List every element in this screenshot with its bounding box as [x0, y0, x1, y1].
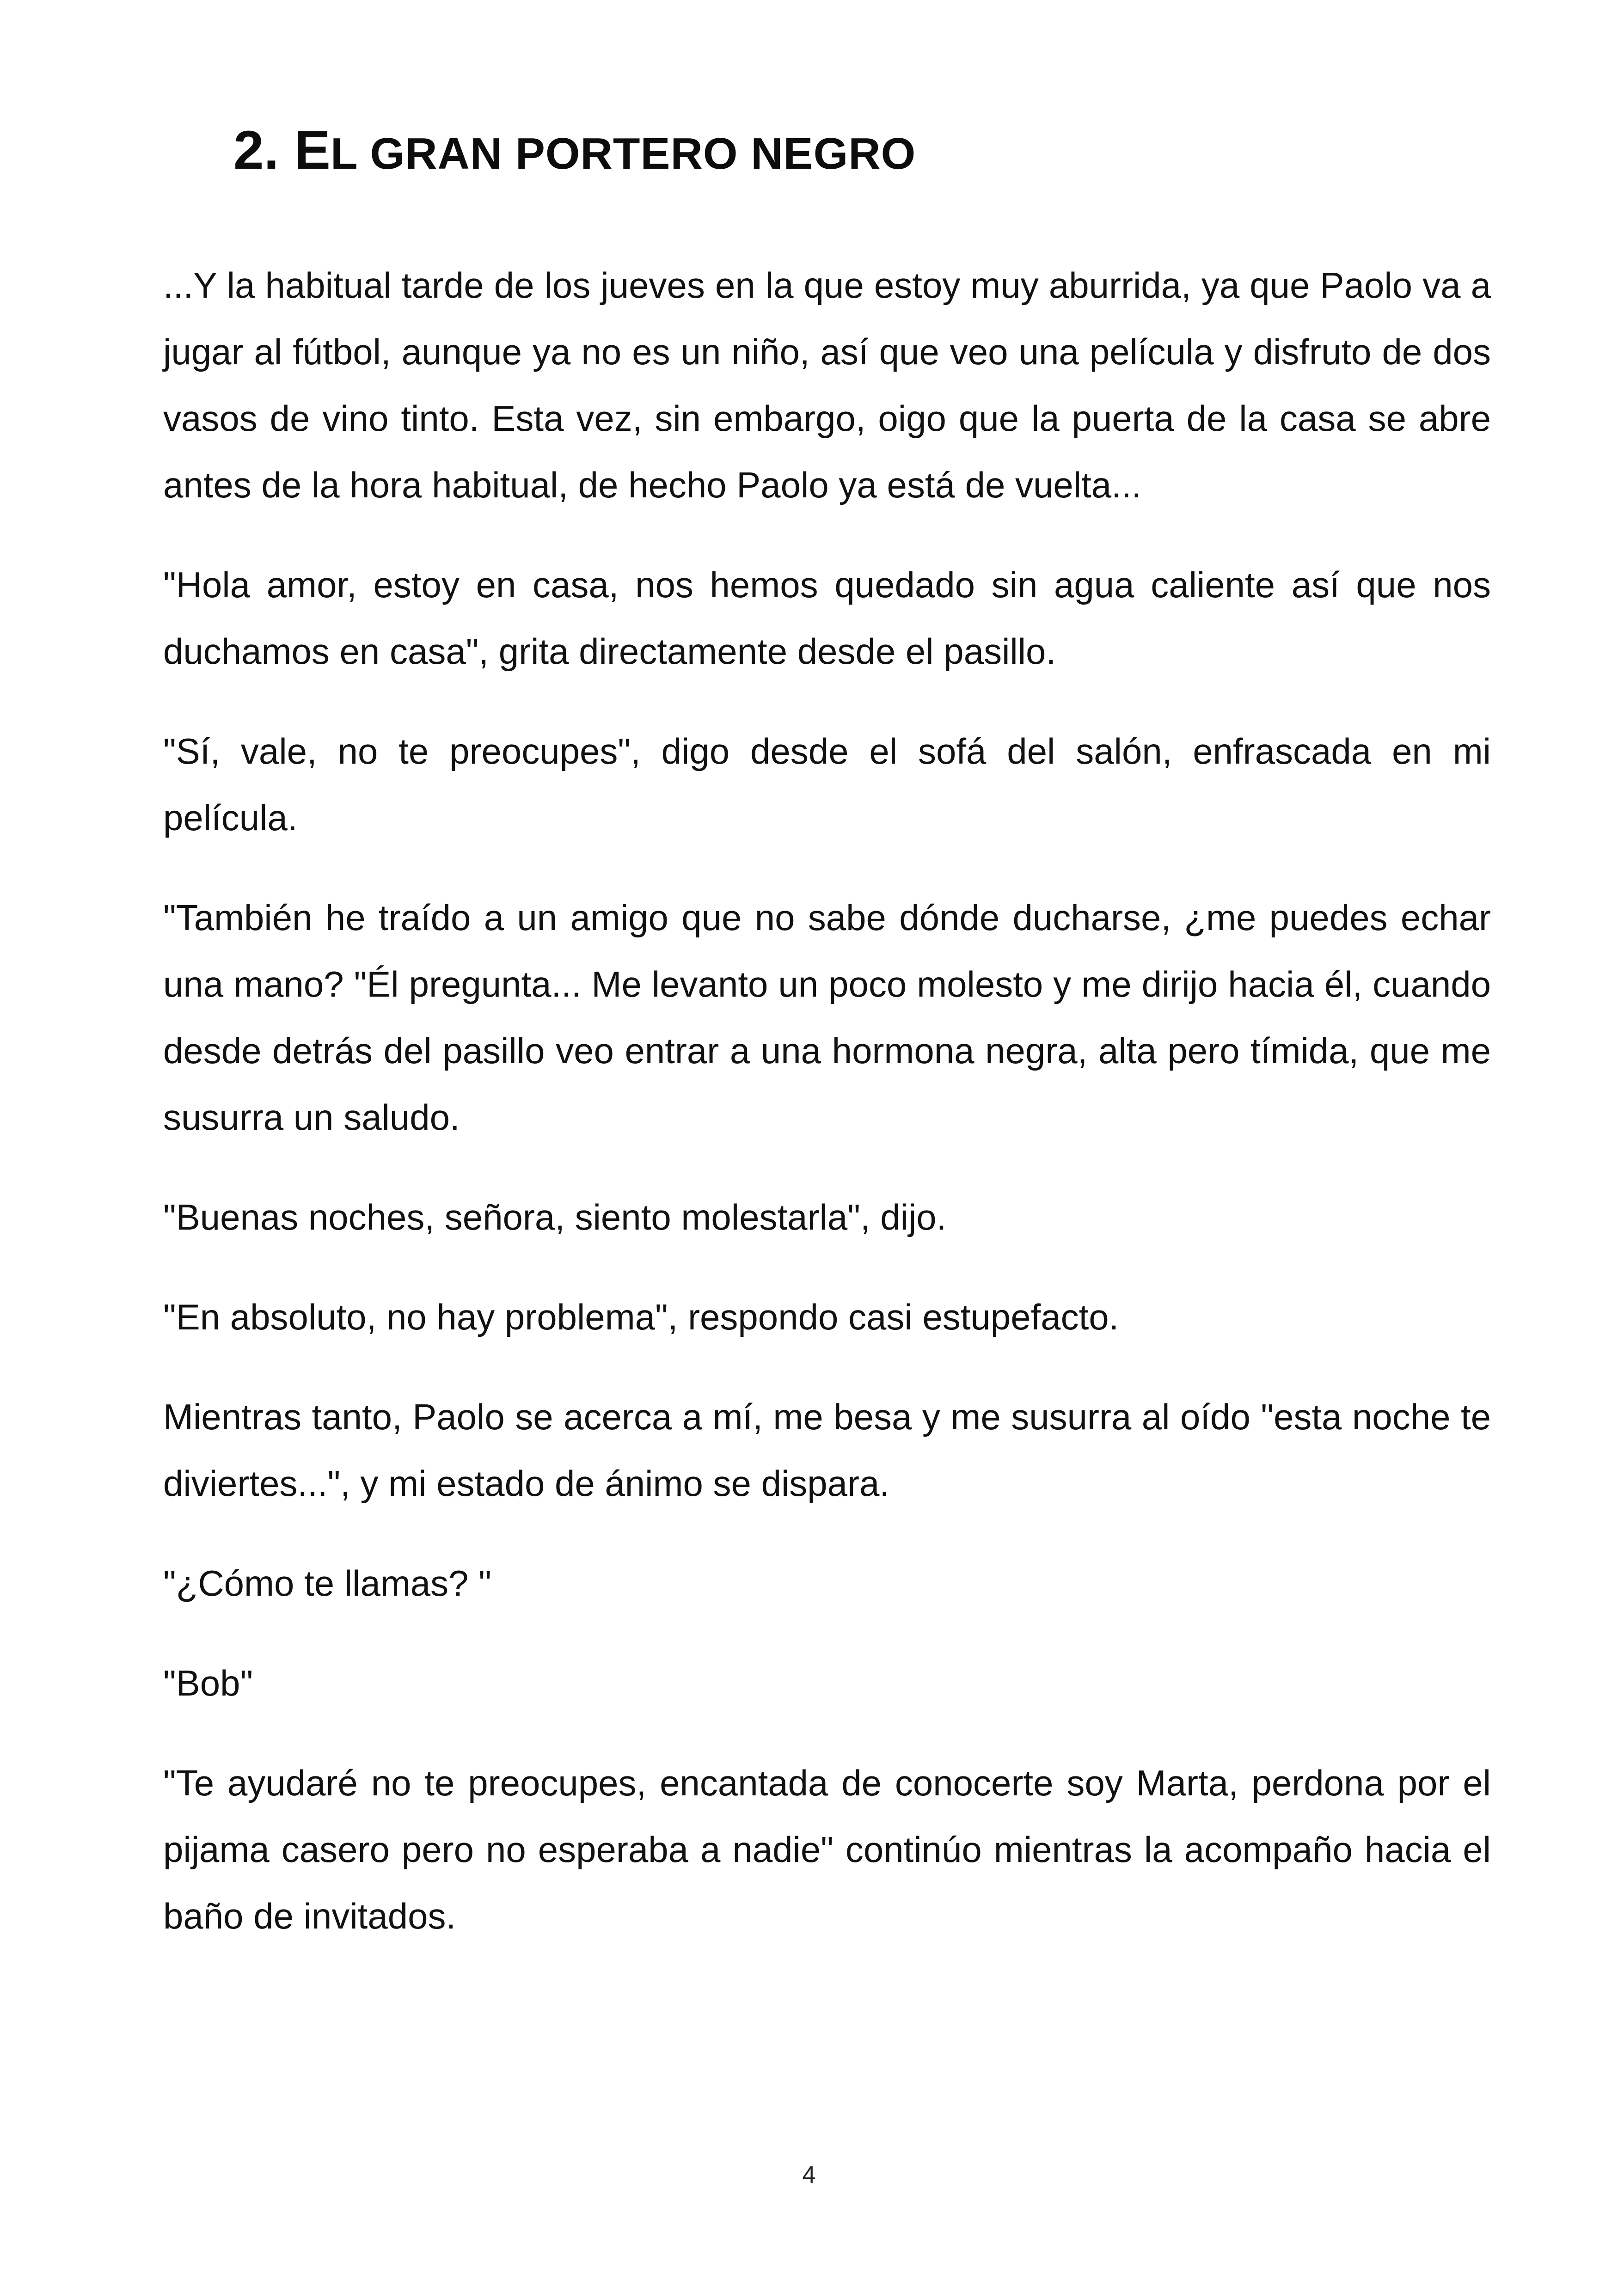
page-number: 4 [802, 2161, 816, 2188]
chapter-title-initial: E [294, 120, 331, 181]
chapter-number: 2. [233, 120, 279, 181]
paragraph-8: "¿Cómo te llamas? " [163, 1563, 491, 1604]
paragraph-7: Mientras tanto, Paolo se acerca a mí, me besa y me susurra al oído "esta noche te diviertes...", y mi estado de ánimo se dispara. [163, 1396, 1491, 1504]
paragraph-9: "Bob" [163, 1663, 253, 1703]
paragraph-10: "Te ayudaré no te preocupes, encantada de conocerte soy Marta, perdona por el pijama casero pero no esperaba a nadie" continúo mientras la acompaño hacia el baño de invitados. [163, 1763, 1491, 1936]
paragraph-3: "Sí, vale, no te preocupes", digo desde el sofá del salón, enfrascada en mi película. [163, 731, 1491, 838]
paragraph-2: "Hola amor, estoy en casa, nos hemos quedado sin agua caliente así que nos duchamos en casa", grita directamente desde el pasillo. [163, 564, 1491, 672]
paragraph-5: "Buenas noches, señora, siento molestarla", dijo. [163, 1197, 947, 1237]
paragraph-6: "En absoluto, no hay problema", respondo casi estupefacto. [163, 1297, 1119, 1337]
body-text [163, 252, 1491, 1949]
paragraph-1: ...Y la habitual tarde de los jueves en la que estoy muy aburrida, ya que Paolo va a jugar al fútbol, aunque ya no es un niño, así que veo una película y disfruto de dos vasos de vino tinto. Esta vez, sin embargo, oigo que la puerta de la casa se abre antes de la hora habitual, de hecho Paolo ya está de vuelta... [163, 265, 1491, 505]
chapter-title [233, 116, 916, 189]
chapter-title-rest: L GRAN PORTERO NEGRO [330, 129, 916, 178]
paragraph-4: "También he traído a un amigo que no sabe dónde ducharse, ¿me puedes echar una mano? "Él pregunta... Me levanto un poco molesto y me dirijo hacia él, cuando desde detrás del pasillo veo entrar a una hormona negra, alta pero tímida, que me susurra un saludo. [163, 897, 1491, 1138]
